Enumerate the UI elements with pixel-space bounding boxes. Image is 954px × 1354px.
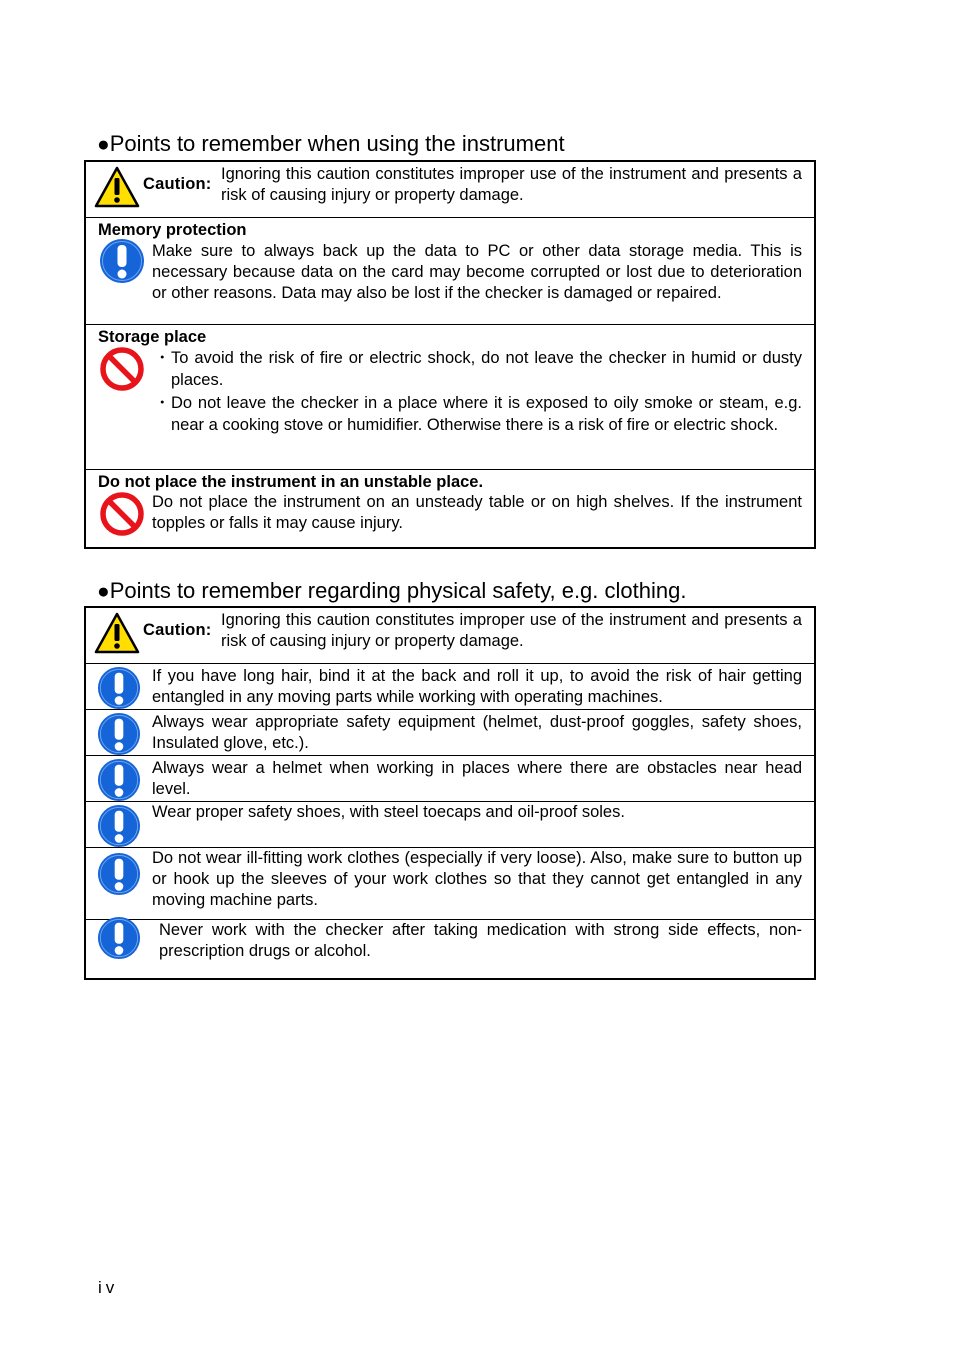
memory-protection-row <box>86 217 814 324</box>
bullet-mark: ・ <box>154 349 171 367</box>
safety-item-text: Always wear a helmet when working in places where there are obstacles near head level. <box>152 759 802 798</box>
mandatory-action-icon <box>97 916 141 960</box>
storage-item-2 <box>154 393 802 436</box>
safety-item-text: Wear proper safety shoes, with steel toecaps and oil-proof soles. <box>152 803 625 821</box>
storage-item-2-text: Do not leave the checker in a place where it is exposed to oily smoke or steam, e.g. near a cooking stove or humidifier. Otherwise there is a risk of fire or electric shock. <box>171 394 802 434</box>
storage-item-1 <box>154 348 802 391</box>
caution-text: Ignoring this caution constitutes improper use of the instrument and presents a risk of causing injury or property damage. <box>221 611 802 650</box>
safety-item-row <box>86 847 814 919</box>
heading-bullet: ● <box>97 580 110 603</box>
caution-row <box>86 162 814 217</box>
warning-triangle-icon <box>94 166 140 208</box>
safety-item-row <box>86 801 814 847</box>
safety-item-text: Always wear appropriate safety equipment (helmet, dust-proof goggles, safety shoes, Insulated glove, etc.). <box>152 713 802 752</box>
mandatory-action-icon <box>97 804 141 848</box>
caution-label: Caution: <box>143 621 212 639</box>
bullet-mark: ・ <box>154 394 171 412</box>
safety-item-row <box>86 709 814 755</box>
section2-heading <box>97 578 686 605</box>
safety-item-text: Never work with the checker after taking medication with strong side effects, non-prescription drugs or alcohol. <box>159 921 802 960</box>
section1-title: Points to remember when using the instrument <box>109 131 565 156</box>
section2-title: Points to remember regarding physical safety, e.g. clothing. <box>109 578 687 603</box>
safety-item-row <box>86 919 814 978</box>
caution-text: Ignoring this caution constitutes improper use of the instrument and presents a risk of causing injury or property damage. <box>221 165 802 204</box>
prohibition-icon <box>99 491 145 537</box>
memory-protection-text: Make sure to always back up the data to PC or other data storage media. This is necessary because data on the card may become corrupted or lost due to deterioration or other reasons. Data may also be lost if the checker is damaged or repaired. <box>152 242 802 302</box>
storage-item-1-text: To avoid the risk of fire or electric shock, do not leave the checker in humid or dusty places. <box>171 349 802 389</box>
unstable-place-row <box>86 469 814 547</box>
safety-item-row <box>86 755 814 801</box>
storage-place-row <box>86 324 814 469</box>
unstable-place-title: Do not place the instrument in an unstable place. <box>98 473 484 491</box>
warning-triangle-icon <box>94 612 140 654</box>
mandatory-action-icon <box>99 238 145 284</box>
memory-protection-title: Memory protection <box>98 221 247 239</box>
page-number: iv <box>98 1278 119 1297</box>
section1-heading <box>97 131 565 158</box>
caution-row <box>86 608 814 663</box>
safety-item-text: If you have long hair, bind it at the back and roll it up, to avoid the risk of hair getting entangled in any moving parts while working with operating machines. <box>152 667 802 706</box>
unstable-place-text: Do not place the instrument on an unsteady table or on high shelves. If the instrument topples or falls it may cause injury. <box>152 493 802 532</box>
safety-item-row <box>86 663 814 709</box>
mandatory-action-icon <box>97 666 141 710</box>
section2-box <box>84 606 816 980</box>
section1-box <box>84 160 816 549</box>
caution-label: Caution: <box>143 175 212 193</box>
mandatory-action-icon <box>97 758 141 802</box>
storage-place-title: Storage place <box>98 328 207 346</box>
mandatory-action-icon <box>97 712 141 756</box>
safety-item-text: Do not wear ill-fitting work clothes (especially if very loose). Also, make sure to button up or hook up the sleeves of your work clothes so that they cannot get entangled in any moving machine parts. <box>152 849 802 909</box>
prohibition-icon <box>99 346 145 392</box>
heading-bullet: ● <box>97 133 110 156</box>
mandatory-action-icon <box>97 852 141 896</box>
